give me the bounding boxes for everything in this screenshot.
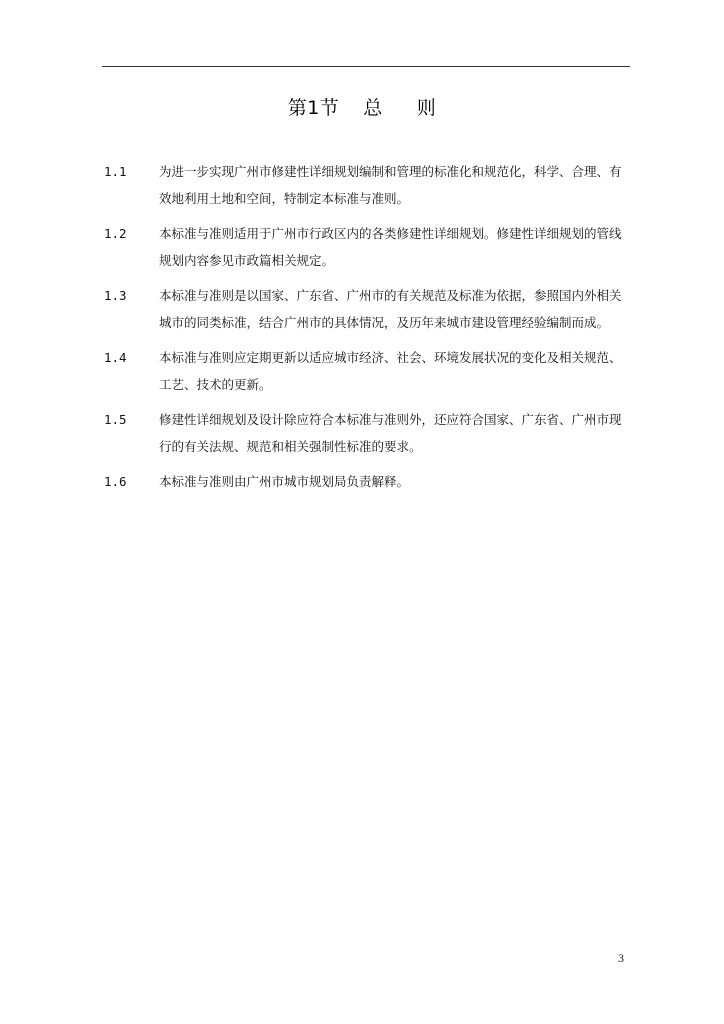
clause-number: 1.4 <box>104 350 127 365</box>
section-number-label: 第1节 <box>287 97 340 119</box>
section-title-part-2: 则 <box>416 97 437 119</box>
clause-1-4 <box>104 344 632 398</box>
clause-1-6 <box>104 468 632 495</box>
clause-number: 1.1 <box>104 164 127 179</box>
clause-number: 1.2 <box>104 226 127 241</box>
clause-text: 修建性详细规划及设计除应符合本标准与准则外，还应符合国家、广东省、广州市现 行的有关法规、规范和相关强制性标准的要求。 <box>159 412 622 454</box>
clause-number: 1.5 <box>104 412 127 427</box>
clause-number: 1.3 <box>104 288 127 303</box>
section-title <box>0 94 724 122</box>
clause-1-2 <box>104 220 632 274</box>
section-title-part-1: 总 <box>363 97 383 119</box>
page-number: 3 <box>618 951 624 965</box>
clause-text: 本标准与准则由广州市城市规划局负责解释。 <box>159 474 410 489</box>
clause-text: 本标准与准则适用于广州市行政区内的各类修建性详细规划。修建性详细规划的管线 规划内容参见市政篇相关规定。 <box>159 226 622 268</box>
clause-text: 为进一步实现广州市修建性详细规划编制和管理的标准化和规范化，科学、合理、有 效地利用土地和空间，特制定本标准与准则。 <box>159 164 622 206</box>
clause-1-5 <box>104 406 632 460</box>
clause-1-3 <box>104 282 632 336</box>
clause-text: 本标准与准则应定期更新以适应城市经济、社会、环境发展状况的变化及相关规范、 工艺、技术的更新。 <box>159 350 622 392</box>
clause-number: 1.6 <box>104 474 127 489</box>
clause-1-1 <box>104 158 632 212</box>
clause-list <box>104 158 632 503</box>
header-rule <box>102 66 630 67</box>
clause-text: 本标准与准则是以国家、广东省、广州市的有关规范及标准为依据，参照国内外相关 城市的同类标准，结合广州市的具体情况，及历年来城市建设管理经验编制而成。 <box>159 288 622 330</box>
